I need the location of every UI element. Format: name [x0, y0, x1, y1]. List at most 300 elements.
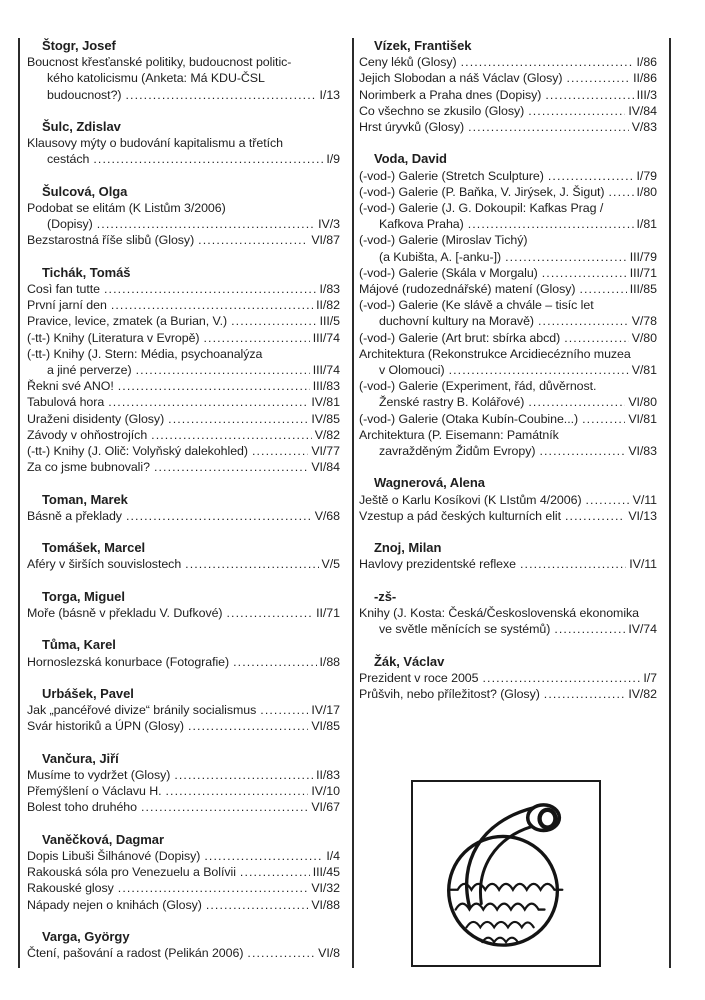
page-ref: I/88 [319, 654, 340, 669]
author-heading: Torga, Miguel [42, 588, 125, 604]
numeral-6-waves-illustration [422, 792, 590, 955]
dotted-leader [126, 87, 317, 103]
author-section [359, 654, 657, 703]
entry-title: Za co jsme bubnovali? [27, 460, 150, 475]
dotted-leader [449, 362, 629, 378]
entry-title: Co všechno se zkusilo (Glosy) [359, 103, 525, 118]
author-section [27, 589, 340, 621]
page-ref: IV/11 [629, 557, 657, 572]
entry-title: Vzestup a pád českých kulturních elit [359, 508, 562, 523]
dotted-leader [104, 281, 317, 297]
entry-line [359, 686, 657, 702]
page-ref: VI/67 [311, 800, 340, 815]
index-entry [359, 670, 657, 686]
entry-line [27, 880, 340, 896]
page-ref: V/82 [314, 427, 340, 442]
dotted-leader [565, 508, 625, 524]
page-ref: V/80 [631, 330, 657, 345]
dotted-leader [528, 394, 625, 410]
dotted-leader [206, 897, 308, 913]
dotted-leader [231, 313, 316, 329]
entry-title: (-vod-) Galerie (Stretch Sculpture) [359, 168, 544, 183]
entry-title: Kafkova Praha) [379, 217, 464, 232]
page-ref: IV/3 [318, 217, 340, 232]
entry-title: Dopis Libuši Šilhánové (Dopisy) [27, 849, 201, 863]
entry-title: Jak „pancéřové divize“ bránily socialismus [27, 703, 257, 718]
entry-title: (-tt-) Knihy (Literatura v Evropě) [27, 330, 200, 345]
page-ref: I/83 [319, 282, 340, 296]
index-entry [359, 119, 657, 135]
author-heading: Žák, Václav [374, 653, 445, 669]
entry-title: Norimberk a Praha dnes (Dopisy) [359, 87, 542, 102]
entry-title: Přemýšlení o Václavu H. [27, 784, 162, 799]
index-entry [359, 54, 657, 70]
dotted-leader [111, 297, 313, 313]
dotted-leader [586, 492, 630, 508]
entry-line [27, 767, 340, 783]
entry-title: (Dopisy) [47, 217, 93, 232]
entry-line: Knihy (J. Kosta: Česká/Československá ekonomika [359, 606, 640, 621]
author-heading: Štogr, Josef [42, 38, 116, 53]
dotted-leader [188, 718, 308, 734]
dotted-leader [233, 654, 316, 670]
author-section [359, 540, 657, 572]
entry-title: Aféry v širších souvislostech [27, 557, 182, 572]
entry-line [27, 945, 340, 961]
dotted-leader [108, 394, 308, 410]
entry-line [359, 362, 657, 378]
entry-title: Prezident v roce 2005 [359, 670, 479, 685]
entry-line [359, 508, 657, 524]
entry-line [27, 508, 340, 524]
page-ref: I/79 [636, 168, 657, 183]
index-entry [27, 394, 340, 410]
page-ref: VI/32 [311, 881, 340, 896]
entry-title: Havlovy prezidentské reflexe [359, 557, 516, 572]
author-heading: Voda, David [374, 151, 447, 167]
index-entry [27, 718, 340, 734]
entry-title: Hornoslezská konurbace (Fotografie) [27, 654, 230, 669]
author-heading: Vízek, František [374, 38, 472, 53]
dotted-leader [468, 216, 634, 232]
page-ref: III/74 [312, 330, 340, 345]
entry-title: budoucnost?) [47, 87, 122, 102]
dotted-leader [118, 378, 310, 394]
entry-line [359, 216, 657, 232]
index-entry [27, 411, 340, 427]
page-ref: V/11 [632, 492, 657, 507]
author-section [27, 540, 340, 572]
entry-line [27, 556, 340, 572]
author-heading: Toman, Marek [42, 491, 128, 507]
index-entry [27, 605, 340, 621]
page-ref: II/82 [316, 298, 340, 313]
dotted-leader [247, 945, 315, 961]
entry-line [359, 556, 657, 572]
author-heading: Vaněčková, Dagmar [42, 831, 164, 847]
entry-title: První jarní den [27, 298, 107, 313]
entry-line: Architektura (P. Eisemann: Památník [359, 427, 559, 442]
index-entry [27, 427, 340, 443]
entry-line [359, 249, 657, 265]
entry-line [27, 297, 340, 313]
index-entry [359, 232, 657, 264]
page-ref: VI/87 [311, 233, 340, 248]
dotted-leader [126, 508, 312, 524]
page-ref: IV/17 [311, 703, 340, 718]
index-entry [359, 281, 657, 297]
entry-title: Rakouské glosy [27, 881, 114, 896]
author-section [27, 38, 340, 103]
page-ref: V/68 [314, 508, 340, 523]
index-entry [359, 200, 657, 232]
entry-line [359, 87, 657, 103]
dotted-leader [566, 70, 630, 86]
entry-line [359, 394, 657, 410]
index-entry [359, 330, 657, 346]
dotted-leader [542, 265, 627, 281]
issue-logo-box [411, 780, 601, 967]
page-ref: III/3 [636, 87, 657, 102]
entry-line: (-vod-) Galerie (Experiment, řád, důvěrnost. [359, 379, 597, 394]
entry-title: (-vod-) Galerie (P. Baňka, V. Jirýsek, J. Šigut) [359, 184, 605, 199]
index-entry [27, 702, 340, 718]
index-content [18, 38, 671, 967]
author-section [27, 492, 340, 524]
entry-title: Závody v ohňostrojích [27, 427, 148, 442]
dotted-leader [151, 427, 312, 443]
entry-line [27, 783, 340, 799]
entry-line [27, 718, 340, 734]
entry-line [27, 330, 340, 346]
author-section [27, 832, 340, 913]
index-entry [359, 103, 657, 119]
dotted-leader [461, 54, 634, 70]
page-ref: V/81 [631, 363, 657, 378]
entry-title: Májové (rudozednářské) matení (Glosy) [359, 282, 576, 297]
column-right [352, 38, 671, 967]
dotted-leader [609, 184, 634, 200]
entry-line [359, 265, 657, 281]
entry-line [359, 119, 657, 135]
index-entry [359, 378, 657, 410]
page-ref: II/86 [633, 71, 657, 86]
entry-title: Hrst úryvků (Glosy) [359, 120, 465, 135]
page-ref: III/74 [312, 363, 340, 378]
index-entry [27, 459, 340, 475]
entry-line [359, 168, 657, 184]
author-section [27, 119, 340, 168]
entry-title: (-vod-) Galerie (Otaka Kubín-Coubine...) [359, 411, 579, 426]
entry-title: Ještě o Karlu Kosíkovi (K LIstům 4/2006) [359, 492, 582, 507]
page-ref: IV/85 [311, 411, 340, 426]
author-section [359, 38, 657, 135]
entry-line [359, 411, 657, 427]
index-entry [359, 70, 657, 86]
dotted-leader [468, 119, 629, 135]
dotted-leader [97, 216, 315, 232]
index-entry [27, 54, 340, 103]
dotted-leader [544, 686, 626, 702]
index-entry [359, 297, 657, 329]
entry-line [359, 54, 657, 70]
entry-title: a jiné perverze) [47, 363, 132, 378]
entry-line [27, 378, 340, 394]
dotted-leader [539, 443, 625, 459]
entry-title: cestách [47, 152, 90, 167]
author-heading: Varga, György [42, 929, 130, 944]
author-section [27, 637, 340, 669]
index-entry [359, 605, 657, 637]
index-entry [27, 880, 340, 896]
author-heading: Znoj, Milan [374, 540, 442, 556]
entry-title: Čtení, pašování a radost (Pelikán 2006) [27, 946, 244, 961]
dotted-leader [538, 313, 629, 329]
page-ref: I/9 [326, 152, 340, 167]
index-entry [27, 330, 340, 346]
entry-line [27, 443, 340, 459]
dotted-leader [240, 864, 310, 880]
entry-line [27, 281, 340, 297]
entry-line: kého katolicismu (Anketa: Má KDU-ČSL [47, 71, 265, 86]
entry-line [27, 151, 340, 167]
index-entry [27, 297, 340, 313]
entry-title: zavražděným Židům Evropy) [379, 444, 536, 459]
page-ref: I/81 [636, 217, 657, 232]
author-section [27, 265, 340, 476]
dotted-leader [545, 87, 633, 103]
entry-title: Bezstarostná říše slibů (Glosy) [27, 233, 195, 248]
page-ref: IV/82 [628, 687, 657, 702]
entry-title: Ženské rastry B. Kolářové) [379, 395, 525, 410]
author-section [359, 475, 657, 524]
entry-title: Ceny léků (Glosy) [359, 55, 457, 70]
entry-line [359, 621, 657, 637]
dotted-leader [166, 783, 309, 799]
entry-line [27, 362, 340, 378]
page-ref: VI/88 [311, 897, 340, 912]
page-ref: V/83 [631, 120, 657, 135]
page-ref: IV/81 [311, 395, 340, 410]
dotted-leader [136, 362, 310, 378]
entry-title: duchovní kultury na Moravě) [379, 314, 534, 329]
entry-line: (-tt-) Knihy (J. Stern: Média, psychoanalýza [27, 346, 263, 361]
entry-line [27, 313, 340, 329]
index-entry [27, 135, 340, 167]
index-entry [359, 508, 657, 524]
entry-line [359, 670, 657, 686]
index-entry [359, 411, 657, 427]
dotted-leader [564, 330, 629, 346]
entry-line [27, 459, 340, 475]
entry-title: Svár historiků a ÚPN (Glosy) [27, 719, 184, 734]
entry-title: (a Kubišta, A. [-anku-]) [379, 249, 502, 264]
entry-line [27, 897, 340, 913]
author-heading: Šulc, Zdislav [42, 119, 121, 134]
index-entry [27, 945, 340, 961]
entry-title: Průšvih, nebo příležitost? (Glosy) [359, 687, 540, 702]
entry-line [359, 281, 657, 297]
entry-title: v Olomouci) [379, 363, 445, 378]
author-section [27, 184, 340, 249]
index-entry [359, 492, 657, 508]
dotted-leader [174, 767, 313, 783]
page-ref: I/7 [643, 670, 657, 685]
index-entry [27, 508, 340, 524]
index-entry [359, 556, 657, 572]
dotted-leader [260, 702, 308, 718]
page-ref: VI/85 [311, 719, 340, 734]
entry-line: (-vod-) Galerie (Miroslav Tichý) [359, 233, 528, 248]
page-ref: III/71 [629, 265, 657, 280]
dotted-leader [168, 411, 308, 427]
entry-line [359, 184, 657, 200]
entry-line: Klausovy mýty o budování kapitalismu a třetích [27, 136, 283, 151]
page-ref: II/71 [316, 606, 340, 621]
page-ref: I/86 [636, 55, 657, 70]
dotted-leader [505, 249, 627, 265]
entry-line: (-vod-) Galerie (Ke slávě a chvále – tisíc let [359, 298, 594, 313]
dotted-leader [227, 605, 314, 621]
author-section [359, 589, 657, 638]
page-ref: VI/13 [628, 508, 657, 523]
entry-title: Básně a překlady [27, 508, 122, 523]
entry-title: Tabulová hora [27, 395, 105, 410]
dotted-leader [198, 232, 308, 248]
author-heading: Šulcová, Olga [42, 183, 128, 199]
index-entry [27, 783, 340, 799]
index-entry [27, 378, 340, 394]
dotted-leader [252, 443, 308, 459]
index-entry [27, 443, 340, 459]
page-ref: III/79 [629, 249, 657, 264]
entry-title: Bolest toho druhého [27, 800, 137, 815]
index-entry [27, 346, 340, 378]
page-ref: VI/84 [311, 460, 340, 475]
entry-line [27, 654, 340, 670]
page-ref: IV/10 [311, 784, 340, 799]
index-entry [27, 799, 340, 815]
entry-title: Jejich Slobodan a náš Václav (Glosy) [359, 71, 563, 86]
entry-line [27, 232, 340, 248]
entry-line [359, 70, 657, 86]
dotted-leader [154, 459, 308, 475]
index-entry [27, 848, 340, 864]
entry-line [27, 799, 340, 815]
index-entry [359, 686, 657, 702]
page-ref: I/4 [326, 849, 340, 863]
entry-line [27, 216, 340, 232]
entry-line: Architektura (Rekonstrukce Arcidiecézního muzea [359, 346, 631, 361]
entry-title: (-vod-) Galerie (Art brut: sbírka abcd) [359, 330, 561, 345]
page-ref: II/83 [316, 768, 340, 782]
index-entry [27, 200, 340, 232]
dotted-leader [93, 151, 323, 167]
entry-line [359, 103, 657, 119]
entry-line [27, 411, 340, 427]
entry-line [27, 394, 340, 410]
page-ref: I/13 [319, 87, 340, 102]
author-section [27, 751, 340, 816]
author-heading: Urbášek, Pavel [42, 686, 134, 701]
entry-title: Uraženi disidenty (Glosy) [27, 411, 165, 426]
page-ref: IV/74 [628, 622, 657, 637]
page-ref: III/83 [312, 379, 340, 394]
entry-title: Così fan tutte [27, 282, 100, 296]
page-ref: I/80 [636, 184, 657, 199]
index-entry [27, 232, 340, 248]
dotted-leader [548, 168, 634, 184]
index-entry [27, 281, 340, 297]
page-ref: VI/83 [628, 444, 657, 459]
page-ref: V/5 [321, 557, 340, 572]
dotted-leader [141, 799, 308, 815]
entry-title: Pravice, levice, zmatek (a Burian, V.) [27, 314, 228, 329]
entry-line: Boucnost křesťanské politiky, budoucnost politic- [27, 55, 292, 70]
page-ref: V/78 [631, 314, 657, 329]
dotted-leader [520, 556, 626, 572]
author-heading: -zš- [374, 588, 397, 604]
author-section [27, 686, 340, 735]
page-ref: VI/8 [318, 946, 340, 961]
entry-line [27, 87, 340, 103]
author-heading: Tomášek, Marcel [42, 540, 146, 556]
author-heading: Tůma, Karel [42, 637, 116, 653]
entry-line [27, 702, 340, 718]
entry-title: Musíme to vydržet (Glosy) [27, 768, 171, 782]
author-heading: Vančura, Jiří [42, 750, 119, 766]
page-ref: VI/77 [311, 444, 340, 459]
entry-title: Nápady nejen o knihách (Glosy) [27, 897, 202, 912]
dotted-leader [483, 670, 641, 686]
entry-line [27, 605, 340, 621]
entry-title: (-vod-) Galerie (Skála v Morgalu) [359, 265, 538, 280]
dotted-leader [118, 880, 309, 896]
entry-line [27, 864, 340, 880]
index-entry [359, 427, 657, 459]
page-ref: III/5 [319, 314, 340, 329]
dotted-leader [185, 556, 318, 572]
dotted-leader [582, 411, 625, 427]
entry-line: Podobat se elitám (K Listům 3/2006) [27, 201, 226, 215]
entry-line [359, 492, 657, 508]
entry-title: Moře (básně v překladu V. Dufkové) [27, 606, 223, 621]
index-entry [359, 87, 657, 103]
entry-title: Řekni své ANO! [27, 379, 114, 394]
page-ref: IV/84 [628, 103, 657, 118]
dotted-leader [554, 621, 625, 637]
index-entry [27, 556, 340, 572]
entry-line [359, 443, 657, 459]
entry-line [359, 330, 657, 346]
index-entry [27, 767, 340, 783]
index-entry [359, 265, 657, 281]
index-entry [27, 654, 340, 670]
entry-title: ve světle měnících se systémů) [379, 622, 551, 637]
entry-title: (-tt-) Knihy (J. Olič: Volyňský dalekohled) [27, 444, 248, 459]
index-entry [27, 897, 340, 913]
index-entry [359, 168, 657, 184]
index-entry [27, 313, 340, 329]
page-ref: III/45 [312, 865, 340, 880]
entry-line [359, 313, 657, 329]
dotted-leader [204, 848, 323, 864]
index-entry [359, 346, 657, 378]
dotted-leader [579, 281, 626, 297]
dotted-leader [204, 330, 310, 346]
entry-line [27, 427, 340, 443]
entry-title: Rakouská sóla pro Venezuelu a Bolívii [27, 865, 236, 880]
